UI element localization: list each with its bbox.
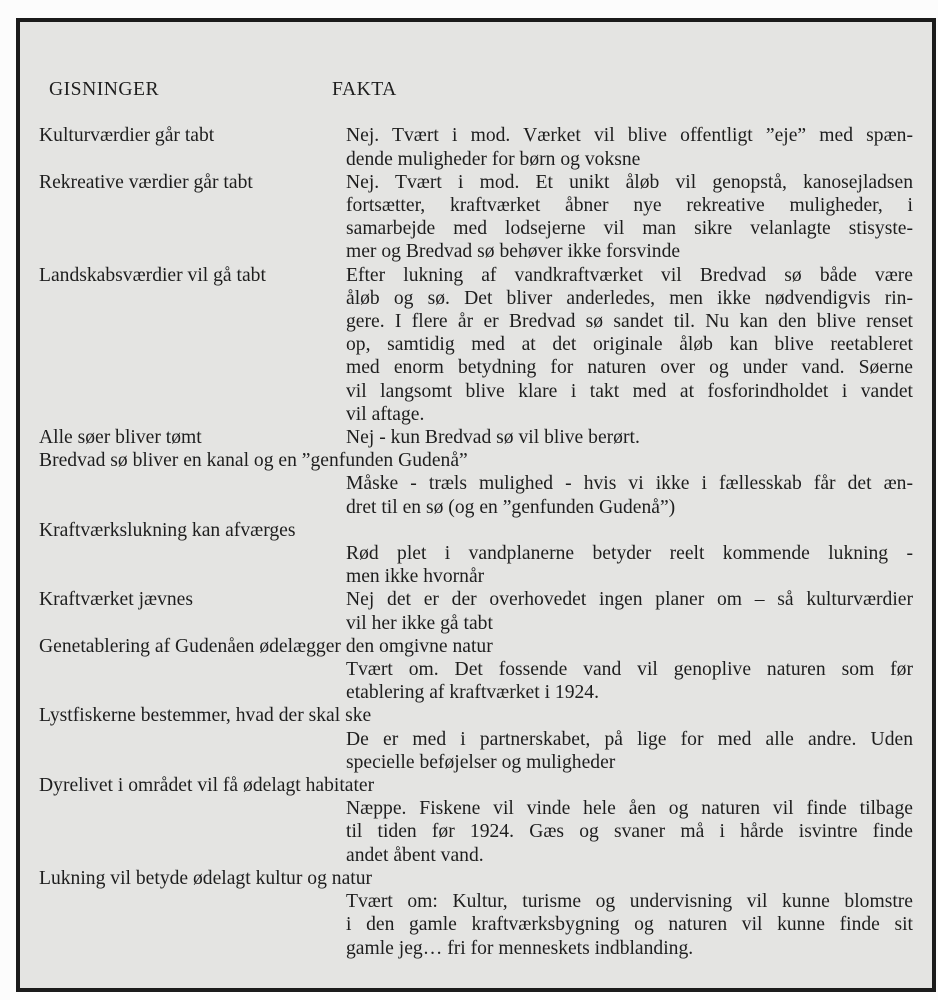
- fact-line: Rød plet i vandplanerne betyder reelt kommende lukning -: [346, 543, 913, 565]
- guess-cell: Genetablering af Gudenåen ødelægger den omgivne natur: [39, 635, 493, 657]
- fact-line: andet åbent vand.: [346, 844, 484, 866]
- fact-line: Måske - træls mulighed - hvis vi ikke i fællesskab får det æn-: [346, 473, 913, 495]
- fact-line: Tvært om. Det fossende vand vil genoplive naturen som før: [346, 659, 913, 681]
- fact-line: vil aftage.: [346, 403, 425, 425]
- fact-cell: [346, 426, 913, 449]
- fact-cell: [346, 797, 913, 867]
- fact-line: specielle beføjelser og muligheder: [346, 751, 616, 773]
- fact-cell: [346, 124, 913, 170]
- table-row: [39, 519, 913, 589]
- table-header: [39, 78, 913, 101]
- fact-line: fortsætter, kraftværket åbner nye rekreative muligheder, i: [346, 195, 913, 216]
- fact-line: dende muligheder for børn og voksne: [346, 148, 641, 170]
- table-row: [39, 449, 913, 519]
- fact-line: Nej. Tvært i mod. Et unikt åløb vil genopstå, kanosejladsen: [346, 171, 913, 193]
- fact-line: gamle jeg… fri for menneskets indblanding.: [346, 937, 694, 959]
- table-row: [39, 124, 913, 170]
- fact-cell: [346, 264, 913, 426]
- table-row: [39, 704, 913, 774]
- table-row: [39, 774, 913, 867]
- guess-cell: Dyrelivet i området vil få ødelagt habitater: [39, 775, 375, 797]
- guess-cell: Lukning vil betyde ødelagt kultur og natur: [39, 867, 373, 889]
- guess-cell: Kraftværket jævnes: [39, 589, 193, 611]
- guess-cell: Landskabsværdier vil gå tabt: [39, 264, 266, 286]
- fact-line: Næppe. Fiskene vil vinde hele åen og naturen vil finde tilbage: [346, 798, 913, 820]
- fact-line: vil langsomt blive klare i takt med at fosforindholdet i vandet: [346, 380, 913, 402]
- fact-line: i den gamle kraftværksbygning og naturen vil kunne finde sit: [346, 914, 913, 936]
- fact-line: til tiden før 1924. Gæs og svaner må i hårde isvintre finde: [346, 821, 913, 843]
- fact-line: gere. I flere år er Bredvad sø sandet til. Nu kan den blive renset: [346, 311, 913, 333]
- fact-line: Nej det er der overhovedet ingen planer om – så kulturværdier: [346, 589, 913, 611]
- table-row: [39, 264, 913, 426]
- fact-line: op, samtidig med at det originale åløb kan blive reetableret: [346, 334, 913, 356]
- fact-line: etablering af kraftværket i 1924.: [346, 682, 599, 704]
- fact-cell: [346, 171, 913, 264]
- guess-cell: Bredvad sø bliver en kanal og en ”genfunden Gudenå”: [39, 450, 468, 472]
- fact-line: åløb og sø. Det bliver anderledes, men ikke nødvendigvis rin-: [346, 287, 913, 309]
- fact-cell: [346, 542, 913, 588]
- column-header-gisninger: GISNINGER: [49, 79, 160, 100]
- fact-cell: [346, 728, 913, 774]
- guess-cell: Kulturværdier går tabt: [39, 125, 215, 147]
- fact-line: vil her ikke gå tabt: [346, 612, 493, 634]
- table-body: [39, 124, 913, 959]
- fact-line: De er med i partnerskabet, på lige for med alle andre. Uden: [346, 728, 913, 750]
- fact-line: dret til en sø (og en ”genfunden Gudenå”): [346, 496, 676, 518]
- table-row: [39, 867, 913, 960]
- fact-cell: [346, 890, 913, 960]
- fact-cell: [346, 658, 913, 704]
- document-page: [16, 18, 936, 992]
- fact-line: mer og Bredvad sø behøver ikke forsvinde: [346, 241, 681, 263]
- fact-line: men ikke hvornår: [346, 566, 485, 588]
- guess-cell: Rekreative værdier går tabt: [39, 171, 253, 193]
- guess-cell: Kraftværkslukning kan afværges: [39, 519, 296, 541]
- table-row: [39, 635, 913, 705]
- fact-line: Tvært om: Kultur, turisme og undervisning vil kunne blomstre: [346, 891, 913, 913]
- fact-line: samarbejde med lodsejerne vil man sikre velanlagte stisyste-: [346, 218, 913, 240]
- table-row: [39, 588, 913, 634]
- fact-cell: [346, 472, 913, 518]
- guess-cell: Lystfiskerne bestemmer, hvad der skal ske: [39, 705, 372, 727]
- table-row: [39, 171, 913, 264]
- fact-line: Nej - kun Bredvad sø vil blive berørt.: [346, 427, 640, 449]
- fact-cell: [346, 588, 913, 634]
- table-row: [39, 426, 913, 449]
- fact-line: Efter lukning af vandkraftværket vil Bredvad sø både være: [346, 264, 913, 286]
- fact-line: med enorm betydning for naturen over og under vand. Søerne: [346, 357, 913, 379]
- fact-line: Nej. Tvært i mod. Værket vil blive offentligt ”eje” med spæn-: [346, 125, 913, 147]
- guess-cell: Alle søer bliver tømt: [39, 427, 202, 449]
- column-header-fakta: FAKTA: [332, 79, 397, 100]
